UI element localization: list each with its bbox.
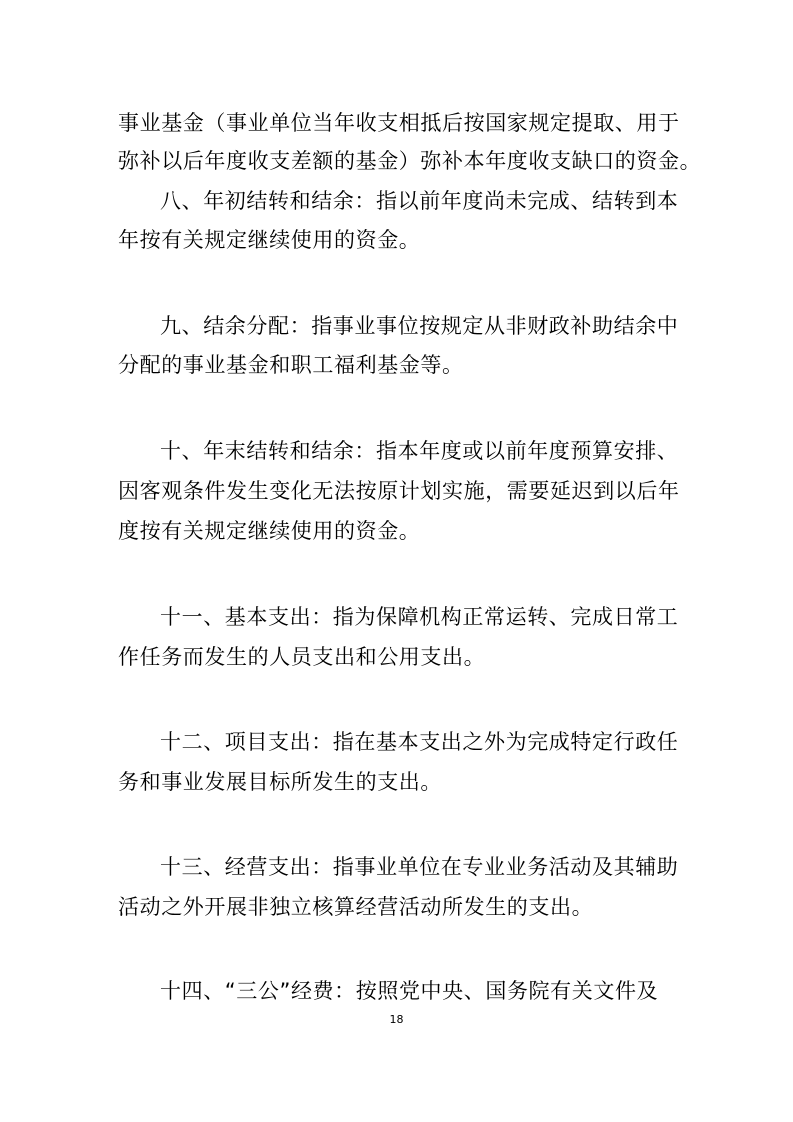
paragraph-line: 年按有关规定继续使用的资金。 — [118, 228, 421, 252]
paragraph-line: 度按有关规定继续使用的资金。 — [118, 519, 421, 543]
paragraph-line: 弥补以后年度收支差额的基金）弥补本年度收支缺口的资金。 — [118, 149, 702, 173]
paragraph-line: 十二、项目支出：指在基本支出之外为完成特定行政任 — [160, 730, 679, 754]
paragraph-line: 作任务而发生的人员支出和公用支出。 — [118, 645, 486, 669]
paragraph-line: 九、结余分配：指事业事位按规定从非财政补助结余中 — [160, 314, 679, 338]
paragraph-line: 务和事业发展目标所发生的支出。 — [118, 770, 442, 794]
page-number: 18 — [389, 1013, 404, 1026]
paragraph-line: 八、年初结转和结余：指以前年度尚未完成、结转到本 — [160, 189, 679, 213]
paragraph-line: 十四、“三公”经费：按照党中央、国务院有关文件及 — [160, 979, 659, 1003]
paragraph-line: 十一、基本支出：指为保障机构正常运转、完成日常工 — [160, 605, 679, 629]
paragraph-line: 活动之外开展非独立核算经营活动所发生的支出。 — [118, 895, 594, 919]
paragraph-line: 十三、经营支出：指事业单位在专业业务活动及其辅助 — [160, 855, 679, 879]
paragraph-line: 因客观条件发生变化无法按原计划实施，需要延迟到以后年 — [118, 479, 680, 503]
paragraph-line: 十、年末结转和结余：指本年度或以前年度预算安排、 — [160, 439, 679, 463]
paragraph-line: 事业基金（事业单位当年收支相抵后按国家规定提取、用于 — [118, 111, 680, 135]
paragraph-line: 分配的事业基金和职工福利基金等。 — [118, 353, 464, 377]
